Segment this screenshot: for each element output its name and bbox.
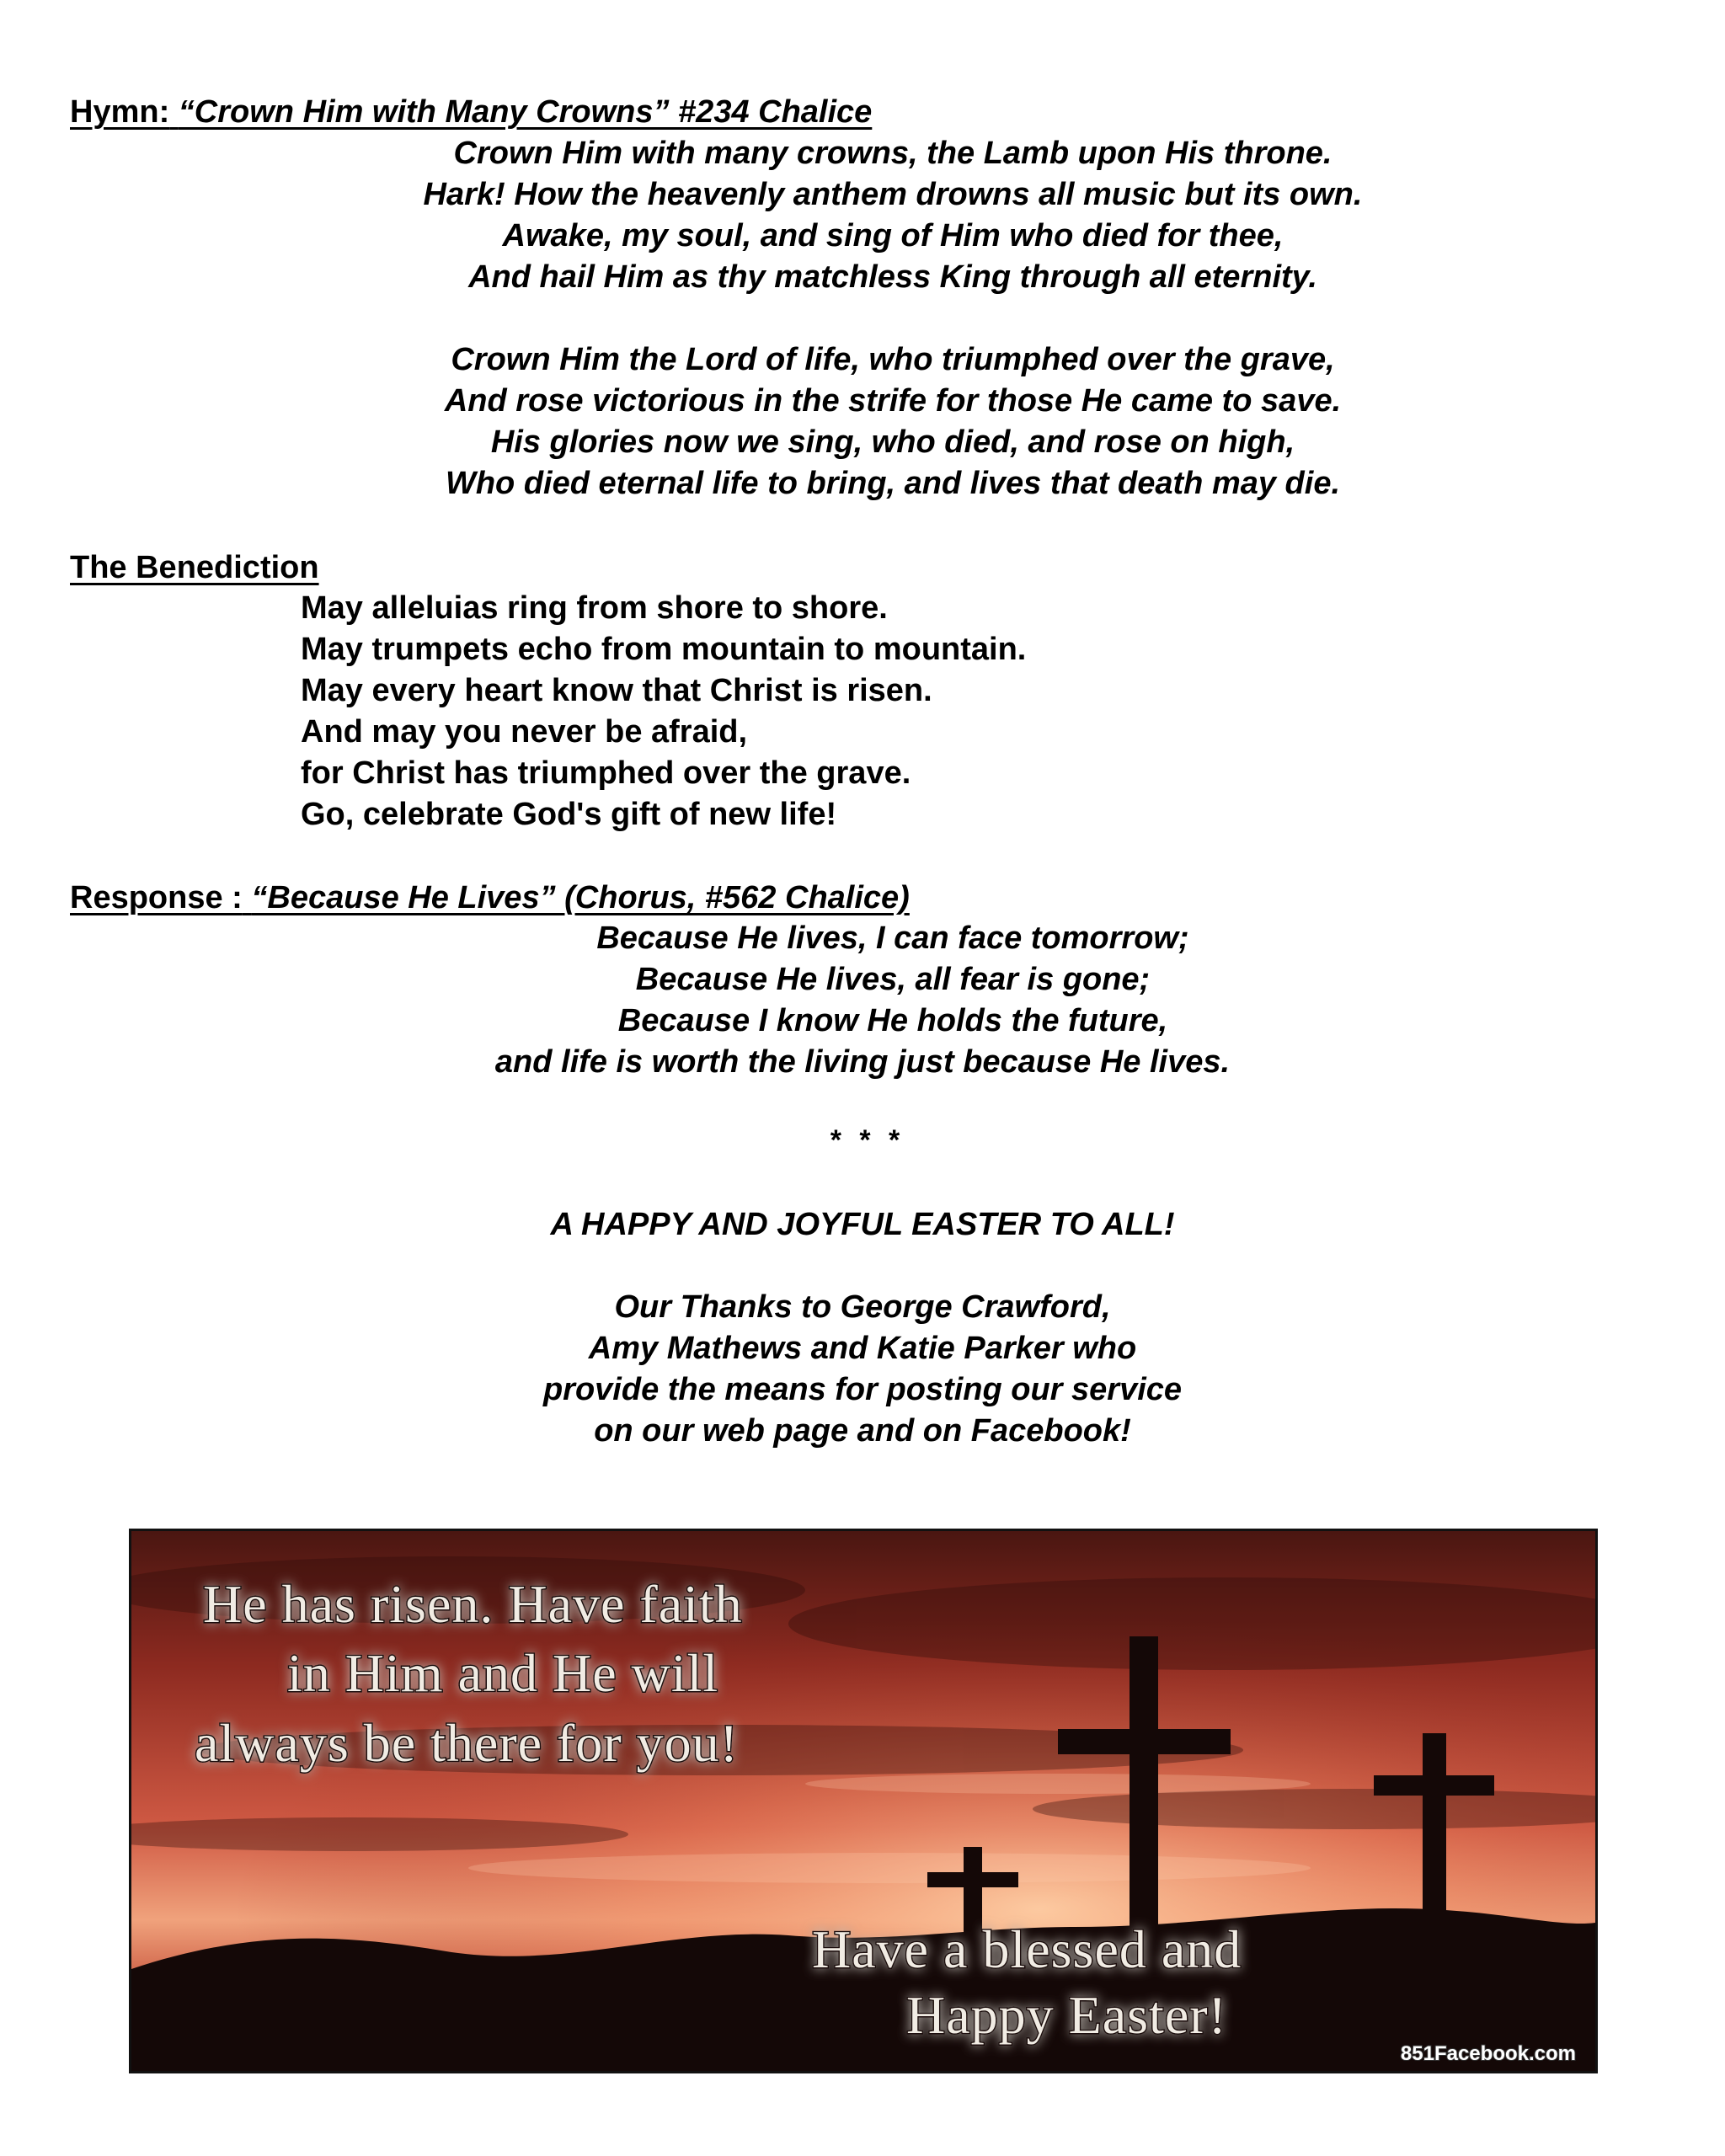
response-lines	[0, 918, 1725, 1083]
banner-line-1: He has risen. Have faith	[203, 1574, 743, 1634]
response-line: and life is worth the living just because He lives.	[494, 1044, 1231, 1080]
verse-line: Crown Him the Lord of life, who triumphed over the grave,	[451, 342, 1335, 377]
hymn-label: Hymn:	[70, 94, 170, 130]
thanks-line: Amy Mathews and Katie Parker who	[588, 1331, 1137, 1366]
verse-line: Hark! How the heavenly anthem drowns all music but its own.	[423, 177, 1363, 212]
benediction-line: And may you never be afraid,	[301, 714, 748, 750]
easter-greeting: A HAPPY AND JOYFUL EASTER TO ALL!	[550, 1207, 1175, 1242]
banner-line-3: always be there for you!	[195, 1713, 739, 1773]
benediction-line: May trumpets echo from mountain to mountain.	[301, 632, 1027, 667]
thanks-line: Our Thanks to George Crawford,	[614, 1289, 1111, 1325]
thanks-block	[0, 1287, 1725, 1452]
hymn-verses	[0, 133, 1725, 504]
hymn-title: “Crown Him with Many Crowns” #234 Chalice	[178, 94, 873, 130]
verse-line: His glories now we sing, who died, and rose on high,	[490, 424, 1295, 460]
banner-line-5: Happy Easter!	[906, 1985, 1227, 2045]
response-line: Because He lives, I can face tomorrow;	[596, 921, 1189, 956]
response-line: Because I know He holds the future,	[617, 1003, 1168, 1038]
verse-line: And hail Him as thy matchless King through all eternity.	[468, 259, 1317, 295]
hymn-heading	[70, 92, 872, 132]
verse-line: Awake, my soul, and sing of Him who died for thee,	[502, 218, 1284, 253]
verse-line: Who died eternal life to bring, and lives that death may die.	[445, 466, 1341, 501]
benediction-line: Go, celebrate God's gift of new life!	[301, 797, 837, 832]
response-heading	[70, 878, 910, 918]
response-label: Response :	[70, 880, 243, 915]
thanks-line: on our web page and on Facebook!	[594, 1413, 1131, 1449]
benediction-lines	[301, 588, 1026, 835]
benediction-line: for Christ has triumphed over the grave.	[301, 755, 911, 791]
easter-banner-image	[129, 1529, 1598, 2073]
response-line: Because He lives, all fear is gone;	[635, 962, 1151, 997]
thanks-line: provide the means for posting our service	[542, 1372, 1183, 1407]
response-title: “Because He Lives” (Chorus, #562 Chalice)	[251, 880, 910, 915]
banner-line-2: in Him and He will	[287, 1643, 719, 1703]
banner-watermark: 851Facebook.com	[1400, 2042, 1576, 2065]
verse-line: Crown Him with many crowns, the Lamb upon His throne.	[453, 136, 1332, 171]
benediction-line: May alleluias ring from shore to shore.	[301, 590, 888, 626]
separator: * * *	[830, 1124, 905, 1156]
benediction-line: May every heart know that Christ is risen.	[301, 673, 932, 708]
benediction-heading: The Benediction	[70, 550, 319, 585]
verse-line: And rose victorious in the strife for those He came to save.	[444, 383, 1342, 419]
banner-line-4: Have a blessed and	[812, 1919, 1242, 1979]
